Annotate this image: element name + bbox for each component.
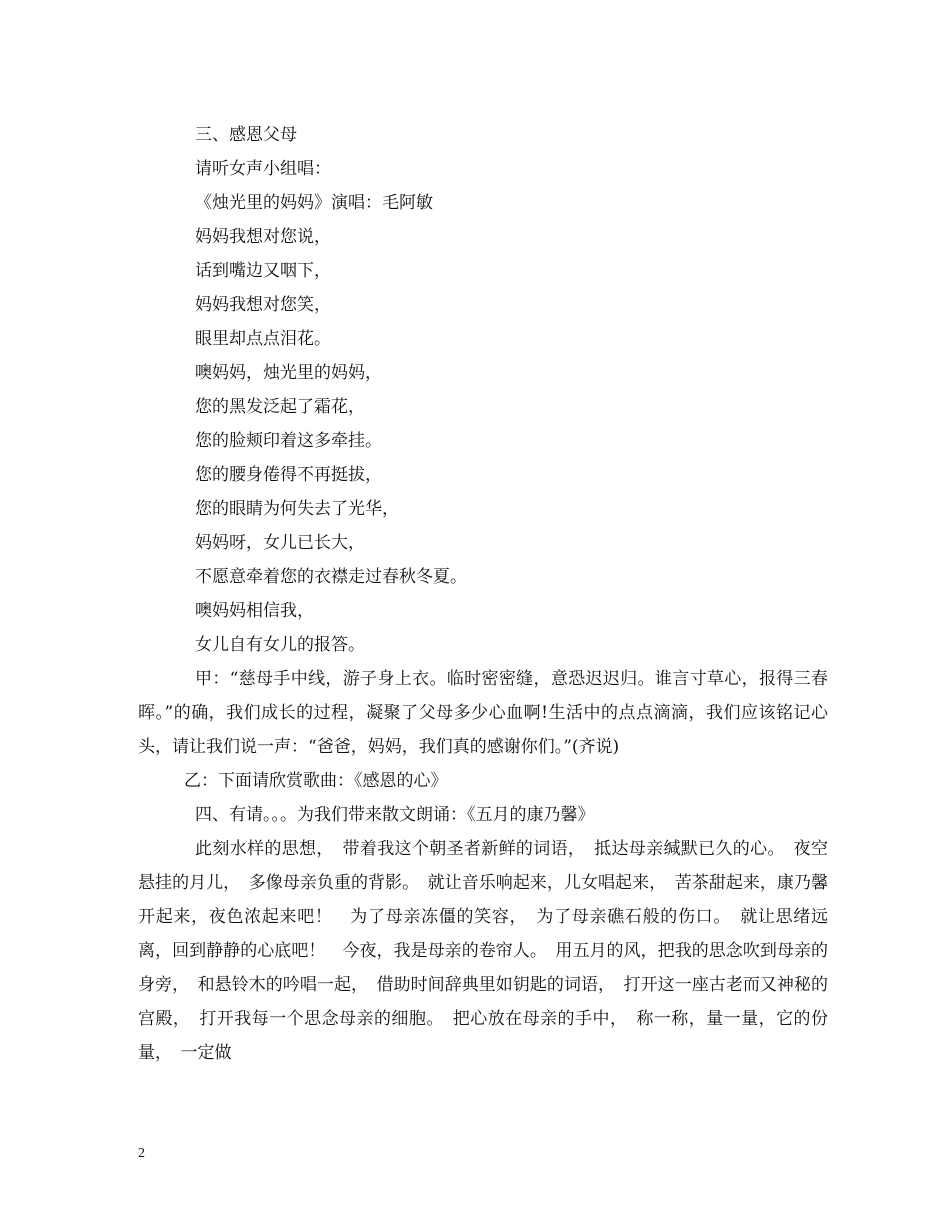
song-title-line: 《烛光里的妈妈》演唱：毛阿敏 xyxy=(195,193,433,213)
lyric-line: 话到嘴边又咽下， xyxy=(195,261,331,281)
lyric-line: 妈妈我想对您说， xyxy=(195,227,331,247)
paragraph-prose: 此刻水样的思想， 带着我这个朝圣者新鲜的词语， 抵达母亲缄默已久的心。 夜空悬挂的月儿， 多像母亲负重的背影。 就让音乐响起来，儿女唱起来， 苦茶甜起来，康乃馨开起来，夜色浓起来吧！ 为了母亲冻僵的笑容， 为了母亲礁石般的伤口。 就让思绪远离，回到静静的心底吧！ 今夜，我是母亲的卷帘人。 用五月的风，把我的思念吹到母亲的身旁， 和悬铃木的吟唱一起， 借助时间辞典里如钥匙的词语， 打开这一座古老而又神秘的宫殿， 打开我每一个思念母亲的细胞。 把心放在母亲的手中， 称一称，量一量，它的份量， 一定做 xyxy=(138,839,828,1063)
lyric-line: 您的脸颊印着这多牵挂。 xyxy=(195,431,382,451)
document-body xyxy=(138,118,828,1070)
lyric-line: 噢妈妈，烛光里的妈妈， xyxy=(195,363,382,383)
lyric-line: 妈妈我想对您笑， xyxy=(195,295,331,315)
lyric-line: 您的黑发泛起了霜花， xyxy=(195,397,365,417)
lyric-line: 您的眼睛为何失去了光华， xyxy=(195,499,399,519)
text-line: 请听女声小组唱： xyxy=(195,159,331,179)
lyric-line: 不愿意牵着您的衣襟走过春秋冬夏。 xyxy=(195,567,467,587)
section-heading-3: 三、感恩父母 xyxy=(195,125,297,145)
lyric-line: 眼里却点点泪花。 xyxy=(195,329,331,349)
paragraph-yi: 乙：下面请欣赏歌曲：《感恩的心》 xyxy=(184,771,448,791)
lyric-line: 您的腰身倦得不再挺拔， xyxy=(195,465,382,485)
section-heading-4: 四、有请。。。为我们带来散文朗诵：《五月的康乃馨》 xyxy=(195,805,595,825)
lyric-line: 妈妈呀，女儿已长大， xyxy=(195,533,365,553)
page-number: 2 xyxy=(138,1146,145,1161)
lyric-line: 女儿自有女儿的报答。 xyxy=(195,635,365,655)
paragraph-jia: 甲：“慈母手中线，游子身上衣。临时密密缝，意恐迟迟归。谁言寸草心，报得三春晖。”的确，我们成长的过程，凝聚了父母多少心血啊!生活中的点点滴滴，我们应该铭记心头，请让我们说一声：“爸爸，妈妈，我们真的感谢你们。”(齐说) xyxy=(138,669,828,757)
lyric-line: 噢妈妈相信我， xyxy=(195,601,314,621)
